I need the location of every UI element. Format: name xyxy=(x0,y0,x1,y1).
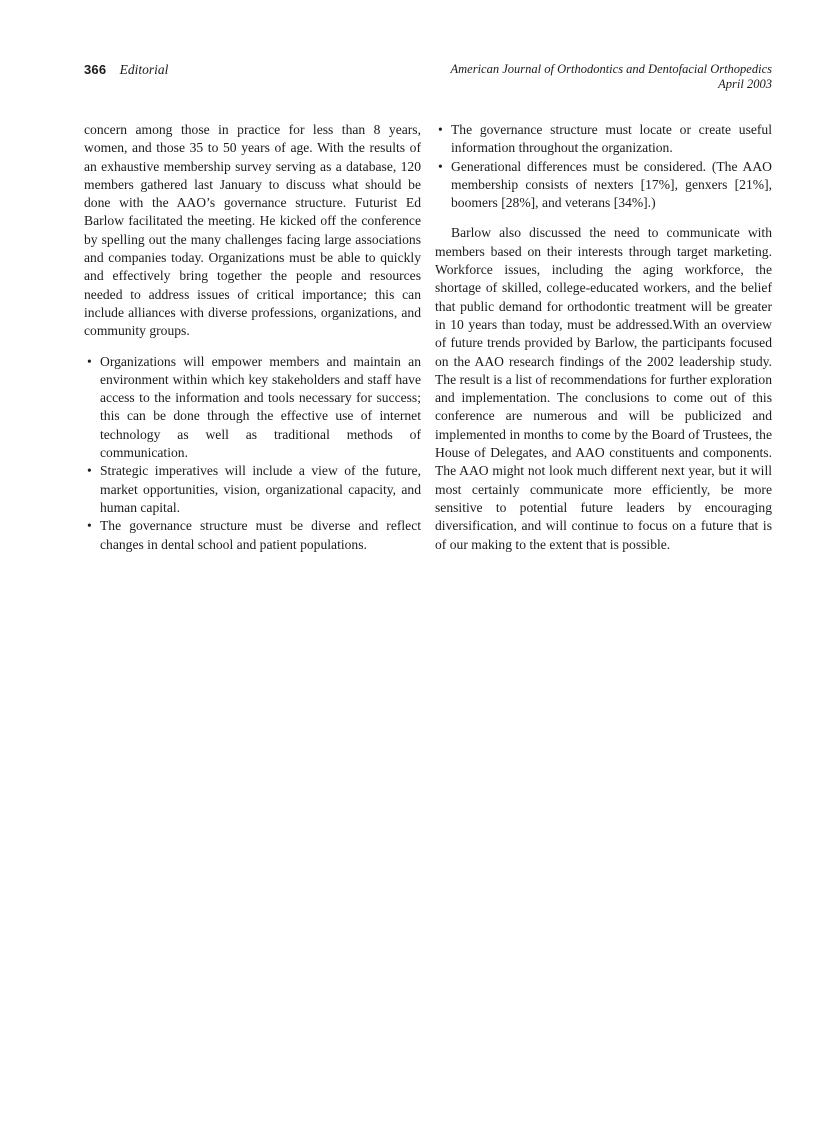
bullet-item: • Organizations will empower members and maintain an environment within which key stakeholders and staff have access to the information and tools necessary for success; this can be done through the effective use of internet technology as well as traditional methods of communication. xyxy=(84,353,421,463)
bullet-item: • Strategic imperatives will include a view of the future, market opportunities, vision, organizational capacity, and human capital. xyxy=(84,462,421,517)
bullet-list-right xyxy=(435,121,772,212)
journal-title: American Journal of Orthodontics and Dentofacial Orthopedics xyxy=(450,62,772,76)
right-column xyxy=(435,121,772,554)
section-title: Editorial xyxy=(119,62,169,77)
running-head-right xyxy=(451,62,773,92)
page-number: 366 xyxy=(84,62,107,77)
paragraph-barlow: Barlow also discussed the need to communicate with members based on their interests through target marketing. Workforce issues, including the aging workforce, the shortage of skilled, college-educated workers, and the belief that public demand for orthodontic treatment will be greater in 10 years than today, must be addressed.With an overview of future trends provided by Barlow, the participants focused on the AAO research findings of the 2002 leadership study. The result is a list of recommendations for further exploration and implementation. The conclusions to come out of this conference are numerous and will be publicized and implemented in months to come by the Board of Trustees, the House of Delegates, and AAO constituents and components. The AAO might not look much different next year, but it will most certainly communicate more efficiently, be more sensitive to potential future leaders by encouraging diversification, and will continue to focus on a future that is of our making to the extent that is possible. xyxy=(435,225,772,552)
bullet-item: • Generational differences must be considered. (The AAO membership consists of nexters [17%], genxers [21%], boomers [28%], and veterans [34%].) xyxy=(435,158,772,213)
issue-date: April 2003 xyxy=(718,77,772,91)
running-head-left xyxy=(84,62,168,77)
running-head xyxy=(84,62,772,92)
paragraph-continuation: concern among those in practice for less than 8 years, women, and those 35 to 50 years of age. With the results of an exhaustive membership survey serving as a database, 120 members gathered last January to discuss what should be done with the AAO’s governance structure. Futurist Ed Barlow facilitated the meeting. He kicked off the conference by spelling out the many challenges facing large associations and companies today. Organizations must be able to quickly and effectively bring together the people and resources needed to address issues of critical importance; this can include alliances with diverse professions, organizations, and community groups. xyxy=(84,122,421,339)
bullet-item: • The governance structure must locate or create useful information throughout the organization. xyxy=(435,121,772,158)
bullet-list-left xyxy=(84,353,421,554)
article-body xyxy=(84,121,772,554)
bullet-item: • The governance structure must be diverse and reflect changes in dental school and patient populations. xyxy=(84,517,421,554)
left-column xyxy=(84,121,421,554)
